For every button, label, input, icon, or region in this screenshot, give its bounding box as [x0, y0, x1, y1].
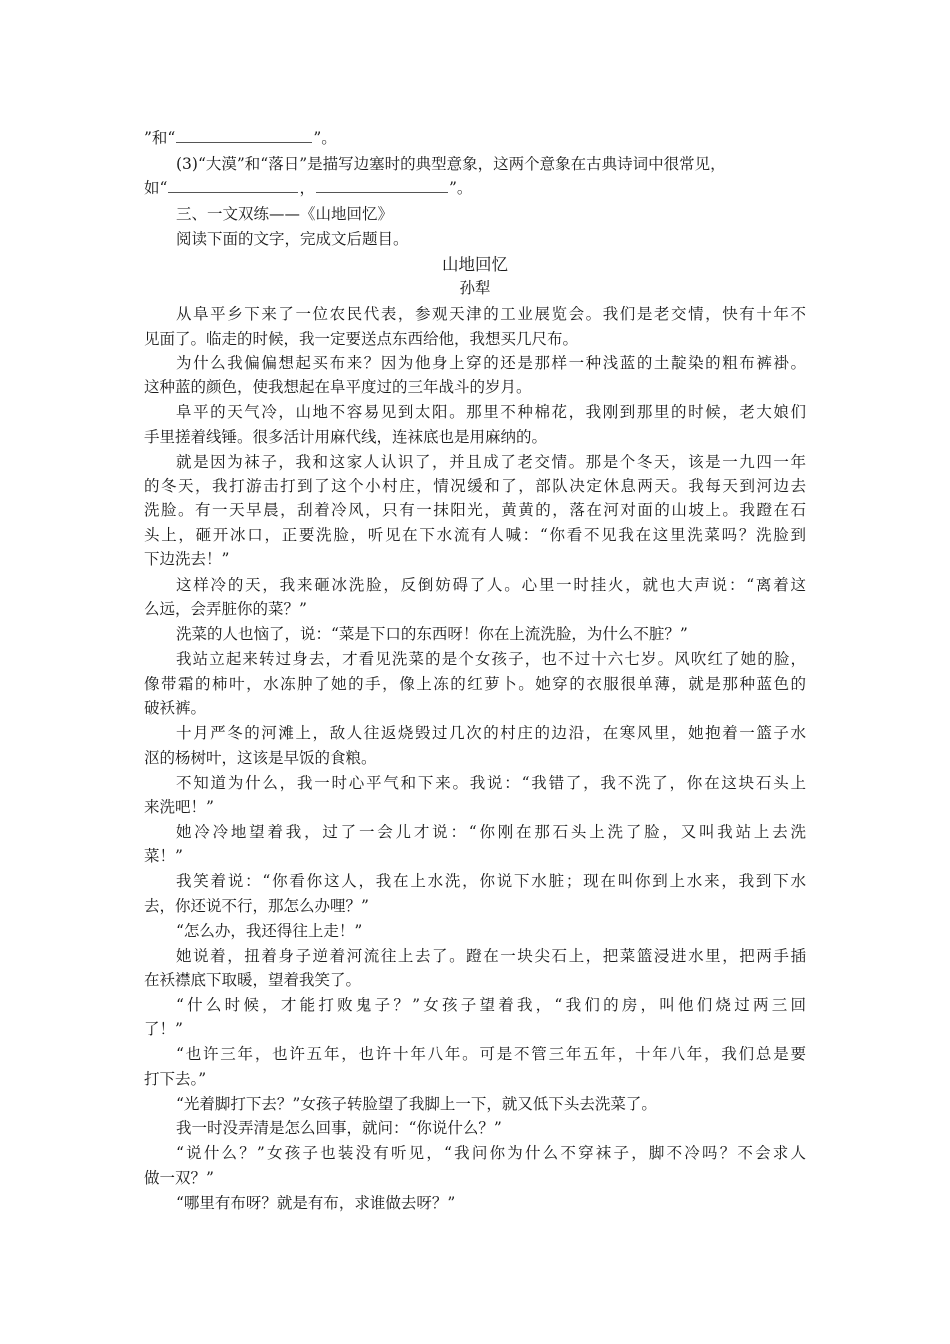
article-line: 从阜平乡下来了一位农民代表，参观天津的工业展览会。我们是老交情，快有十年不 [176, 305, 806, 323]
article-line: 阜平的天气冷，山地不容易见到太阳。那里不种棉花，我刚到那里的时候，老大娘们 [176, 403, 806, 421]
article-line: 沤的杨树叶，这该是早饭的食粮。 [144, 749, 377, 767]
article-line: 见面了。临走的时候，我一定要送点东西给他，我想买几尺布。 [144, 330, 579, 348]
article-line: “哪里有布呀？就是有布，求谁做去呀？” [176, 1194, 456, 1212]
question-3-blanks [144, 178, 472, 198]
text-fragment: ”和“ [144, 129, 176, 147]
article-line: 做一双？” [144, 1169, 214, 1187]
article-title: 山地回忆 [442, 255, 508, 274]
article-line: 她冷冷地望着我，过了一会儿才说：“你刚在那石头上洗了脸，又叫我站上去洗 [176, 823, 806, 841]
article-line: 打下去。” [144, 1070, 207, 1088]
answer-blank[interactable] [168, 178, 298, 193]
answer-blank[interactable] [176, 128, 312, 143]
text-fragment: ”。 [313, 129, 337, 147]
article-line: 下边洗去！” [144, 550, 230, 568]
answer-blank[interactable] [316, 178, 448, 193]
section-heading: 三、一文双练——《山地回忆》 [176, 205, 394, 223]
article-line: 头上，砸开冰口，正要洗脸，听见在下水流有人喊：“你看不见我在这里洗菜吗？洗脸到 [144, 526, 806, 544]
article-line: 菜！” [144, 847, 183, 865]
article-line: “怎么办，我还得往上走！” [176, 922, 363, 940]
article-line: 她说着，扭着身子逆着河流往上去了。蹬在一块尖石上，把菜篮浸进水里，把两手插 [176, 947, 806, 965]
article-author: 孙犁 [459, 279, 491, 297]
article-line: 为什么我偏偏想起买布来？因为他身上穿的还是那样一种浅蓝的土靛染的粗布裤褂。 [176, 354, 806, 372]
article-line: 破袄裤。 [144, 699, 207, 717]
section-instruction: 阅读下面的文字，完成文后题目。 [176, 230, 409, 248]
article-line: 的冬天，我打游击打到了这个小村庄，情况缓和了，部队决定休息两天。我每天到河边去 [144, 477, 806, 495]
article-line: 来洗吧！” [144, 798, 214, 816]
article-line: 手里搓着线锤。很多活计用麻代线，连袜底也是用麻纳的。 [144, 428, 548, 446]
text-fragment: 如“ [144, 179, 168, 197]
article-line: 就是因为袜子，我和这家人认识了，并且成了老交情。那是个冬天，该是一九四一年 [176, 453, 806, 471]
article-line: 我一时没弄清是怎么回事，就问：“你说什么？” [176, 1119, 502, 1137]
article-line: 这种蓝的颜色，使我想起在阜平度过的三年战斗的岁月。 [144, 378, 532, 396]
article-line: 像带霜的柿叶，水冻肿了她的手，像上冻的红萝卜。她穿的衣服很单薄，就是那种蓝色的 [144, 675, 806, 693]
question-3: (3)“大漠”和“落日”是描写边塞时的典型意象，这两个意象在古典诗词中很常见， [176, 155, 726, 173]
article-line: 我站立起来转过身去，才看见洗菜的是个女孩子，也不过十六七岁。风吹红了她的脸， [176, 650, 806, 668]
article-line: “什么时候，才能打败鬼子？”女孩子望着我，“我们的房，叫他们烧过两三回 [176, 996, 806, 1014]
article-line: 了！” [144, 1020, 183, 1038]
text-fragment: ”。 [448, 179, 473, 197]
article-line: 洗脸。有一天早晨，刮着冷风，只有一抹阳光，黄黄的，落在河对面的山坡上。我蹬在石 [144, 501, 806, 519]
text-fragment: ， [299, 179, 315, 197]
answer-line-1 [144, 128, 337, 148]
article-line: 这样冷的天，我来砸冰洗脸，反倒妨碍了人。心里一时挂火，就也大声说：“离着这 [176, 576, 806, 594]
article-line: 不知道为什么，我一时心平气和下来。我说：“我错了，我不洗了，你在这块石头上 [176, 774, 806, 792]
article-line: 洗菜的人也恼了，说：“菜是下口的东西呀！你在上流洗脸，为什么不脏？” [176, 625, 688, 643]
article-line: 么远，会弄脏你的菜？” [144, 600, 307, 618]
article-line: “也许三年，也许五年，也许十年八年。可是不管三年五年，十年八年，我们总是要 [176, 1045, 806, 1063]
article-line: 十月严冬的河滩上，敌人往返烧毁过几次的村庄的边沿，在寒风里，她抱着一篮子水 [176, 724, 806, 742]
article-line: “光着脚打下去？”女孩子转脸望了我脚上一下，就又低下头去洗菜了。 [176, 1095, 657, 1113]
article-line: “说什么？”女孩子也装没有听见，“我问你为什么不穿袜子，脚不冷吗？不会求人 [176, 1144, 806, 1162]
article-line: 在袄襟底下取暖，望着我笑了。 [144, 971, 362, 989]
article-line: 去，你还说不行，那怎么办哩？” [144, 897, 369, 915]
article-line: 我笑着说：“你看你这人，我在上水洗，你说下水脏；现在叫你到上水来，我到下水 [176, 872, 806, 890]
